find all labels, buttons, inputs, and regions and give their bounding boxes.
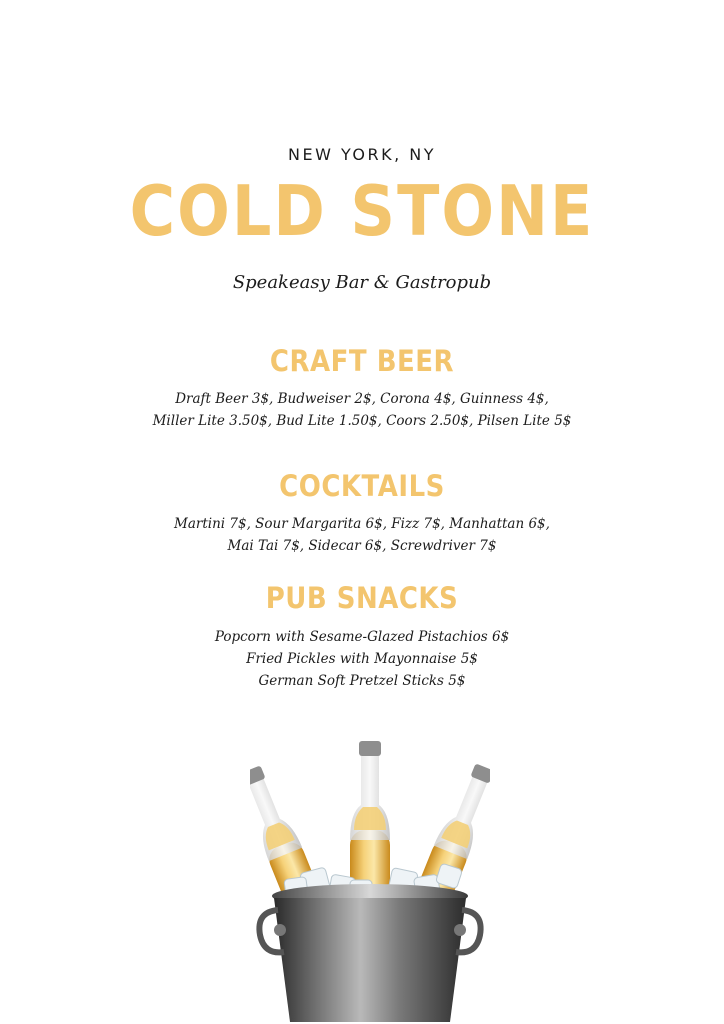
menu-line: Miller Lite 3.50$, Bud Lite 1.50$, Coors 2.50$, Pilsen Lite 5$ — [152, 413, 572, 429]
menu-line: Martini 7$, Sour Margarita 6$, Fizz 7$, Manhattan 6$, — [174, 516, 550, 532]
menu-line: Fried Pickles with Mayonnaise 5$ — [246, 651, 478, 667]
section-body-cocktails — [0, 513, 724, 557]
section-body-craft-beer — [0, 388, 724, 432]
restaurant-subtitle: Speakeasy Bar & Gastropub — [232, 272, 492, 293]
section-title-cocktails: COCKTAILS — [279, 470, 445, 504]
menu-line: Popcorn with Sesame-Glazed Pistachios 6$ — [214, 629, 510, 645]
section-title-craft-beer: CRAFT BEER — [269, 345, 455, 379]
section-title-pub-snacks: PUB SNACKS — [265, 582, 459, 616]
restaurant-title: COLD STONE — [129, 170, 595, 252]
menu-line: Mai Tai 7$, Sidecar 6$, Screwdriver 7$ — [227, 538, 497, 554]
menu-line: German Soft Pretzel Sticks 5$ — [258, 673, 466, 689]
menu-line: Draft Beer 3$, Budweiser 2$, Corona 4$, Guinness 4$, — [175, 391, 549, 407]
location-label: NEW YORK, NY — [288, 145, 436, 164]
beer-bucket-icon — [250, 730, 490, 1024]
section-body-pub-snacks — [0, 626, 724, 692]
